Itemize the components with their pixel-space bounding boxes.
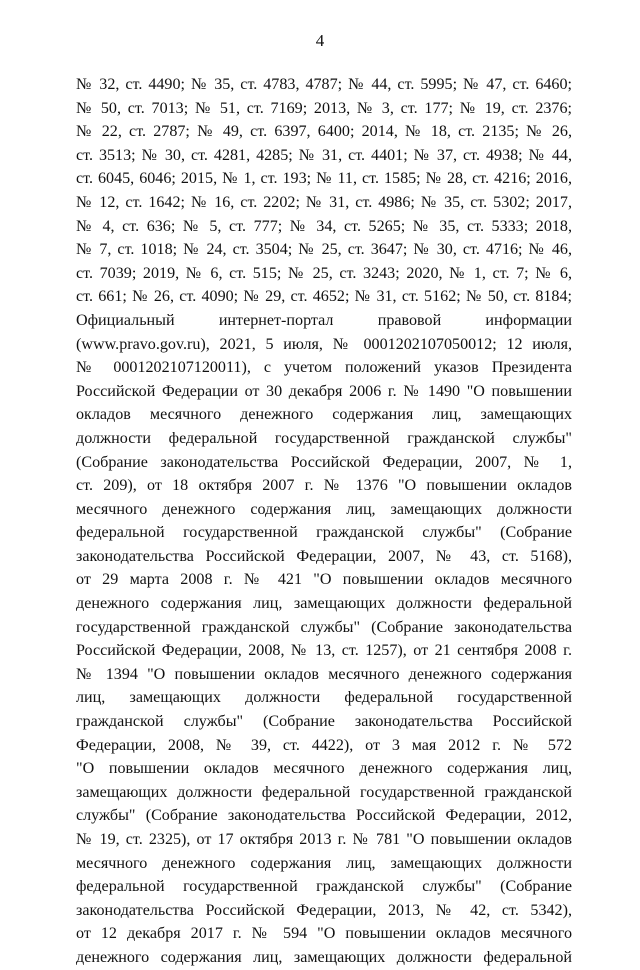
text-line: Официальный интернет-портал правовой информации <box>76 311 572 329</box>
text-line: № 12, ст. 1642; № 16, ст. 2202; № 31, ст. 4986; № 35, ст. 5302; 2017, <box>76 193 572 211</box>
text-line: должности федеральной государственной гражданской службы" <box>76 429 572 447</box>
text-line: ст. 3513; № 30, ст. 4281, 4285; № 31, ст. 4401; № 37, ст. 4938; № 44, <box>76 146 572 164</box>
text-line: месячного денежного содержания лиц, замещающих должности <box>76 500 572 518</box>
text-line: Федерации, 2008, № 39, ст. 4422), от 3 мая 2012 г. № 572 <box>76 736 572 754</box>
text-line: гражданской службы" (Собрание законодательства Российской <box>76 713 572 731</box>
text-line: (Собрание законодательства Российской Федерации, 2007, № 1, <box>76 453 572 471</box>
text-line: государственной гражданской службы" (Собрание законодательства <box>76 618 572 636</box>
text-line: № 50, ст. 7013; № 51, ст. 7169; 2013, № 3, ст. 177; № 19, ст. 2376; <box>76 99 572 117</box>
text-line: "О повышении окладов месячного денежного содержания лиц, <box>76 760 572 778</box>
text-line: службы" (Собрание законодательства Российской Федерации, 2012, <box>76 807 572 825</box>
document-body-text <box>76 73 572 970</box>
text-line: от 12 декабря 2017 г. № 594 "О повышении окладов месячного <box>76 925 572 943</box>
text-line: № 4, ст. 636; № 5, ст. 777; № 34, ст. 5265; № 35, ст. 5333; 2018, <box>76 217 572 235</box>
text-line: замещающих должности федеральной государственной гражданской <box>76 783 572 801</box>
text-line: № 1394 "О повышении окладов месячного денежного содержания <box>76 665 572 683</box>
text-line: законодательства Российской Федерации, 2007, № 43, ст. 5168), <box>76 547 572 565</box>
text-line: федеральной государственной гражданской службы" (Собрание <box>76 878 572 896</box>
text-line: Российской Федерации от 30 декабря 2006 г. № 1490 "О повышении <box>76 382 572 400</box>
text-line: федеральной государственной гражданской службы" (Собрание <box>76 524 572 542</box>
text-line: (www.pravo.gov.ru), 2021, 5 июля, № 0001202107050012; 12 июля, <box>76 335 572 353</box>
text-line: № 0001202107120011), с учетом положений указов Президента <box>76 359 572 377</box>
text-line: ст. 7039; 2019, № 6, ст. 515; № 25, ст. 3243; 2020, № 1, ст. 7; № 6, <box>76 264 572 282</box>
text-line: № 19, ст. 2325), от 17 октября 2013 г. № 781 "О повышении окладов <box>76 831 572 848</box>
text-line: законодательства Российской Федерации, 2013, № 42, ст. 5342), <box>76 901 572 919</box>
text-line: от 29 марта 2008 г. № 421 "О повышении окладов месячного <box>76 571 572 589</box>
text-line: денежного содержания лиц, замещающих должности федеральной <box>76 948 572 966</box>
text-line: ст. 6045, 6046; 2015, № 1, ст. 193; № 11, ст. 1585; № 28, ст. 4216; 2016, <box>76 170 572 188</box>
page-number: 4 <box>315 31 325 50</box>
text-line: № 7, ст. 1018; № 24, ст. 3504; № 25, ст. 3647; № 30, ст. 4716; № 46, <box>76 241 572 259</box>
text-line: ст. 661; № 26, ст. 4090; № 29, ст. 4652; № 31, ст. 5162; № 50, ст. 8184; <box>76 288 572 306</box>
text-line: денежного содержания лиц, замещающих должности федеральной <box>76 595 572 613</box>
text-line: лиц, замещающих должности федеральной государственной <box>76 689 572 707</box>
text-line: окладов месячного денежного содержания лиц, замещающих <box>76 406 572 424</box>
text-line: месячного денежного содержания лиц, замещающих должности <box>76 854 572 872</box>
text-line: № 32, ст. 4490; № 35, ст. 4783, 4787; № 44, ст. 5995; № 47, ст. 6460; <box>76 76 572 93</box>
text-line: Российской Федерации, 2008, № 13, ст. 1257), от 21 сентября 2008 г. <box>76 642 572 660</box>
text-line: ст. 209), от 18 октября 2007 г. № 1376 "О повышении окладов <box>76 477 572 495</box>
text-line: № 22, ст. 2787; № 49, ст. 6397, 6400; 2014, № 18, ст. 2135; № 26, <box>76 123 572 141</box>
